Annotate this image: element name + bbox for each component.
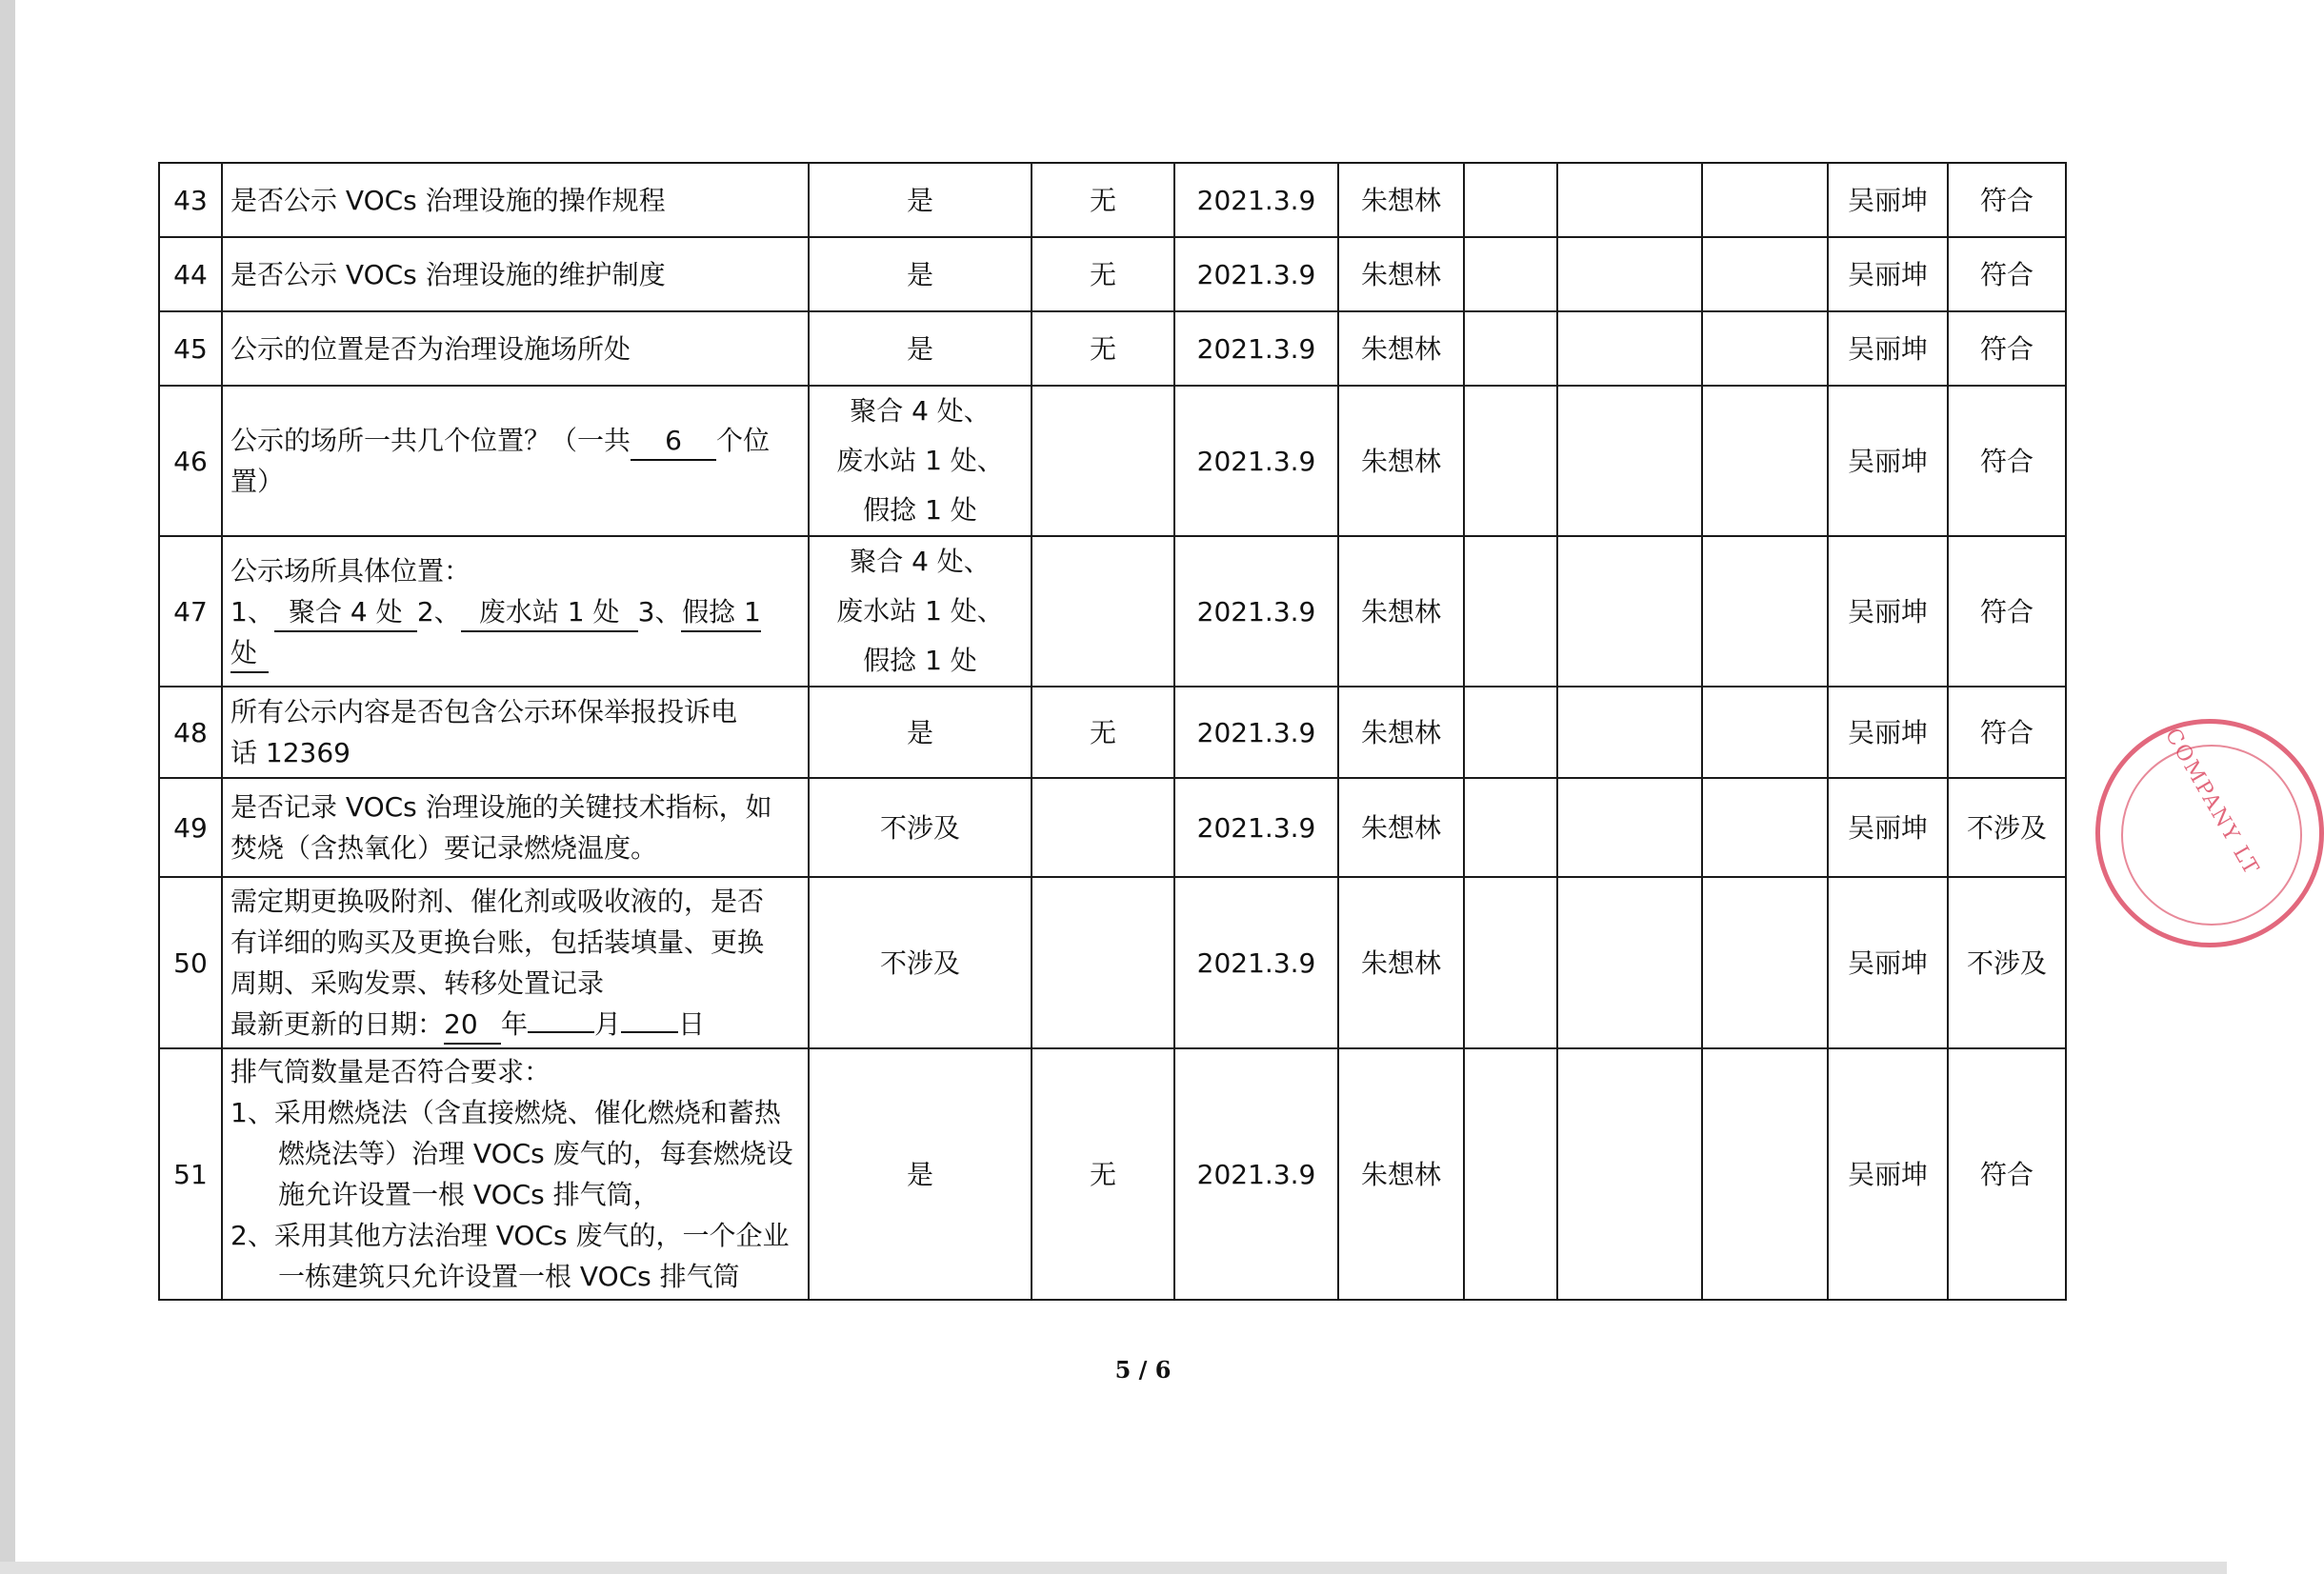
empty-cell bbox=[1702, 687, 1828, 778]
empty-cell bbox=[1464, 237, 1557, 311]
empty-cell bbox=[1557, 1048, 1702, 1300]
empty-cell bbox=[1464, 778, 1557, 877]
reviewer-cell: 吴丽坤 bbox=[1828, 687, 1948, 778]
rectify-cell bbox=[1032, 778, 1174, 877]
result-cell: 不涉及 bbox=[1948, 778, 2066, 877]
item-text: 个位 bbox=[716, 425, 771, 456]
reviewer-cell: 吴丽坤 bbox=[1828, 536, 1948, 687]
date-cell: 2021.3.9 bbox=[1174, 1048, 1338, 1300]
item-text: 置） bbox=[230, 466, 285, 497]
check-item bbox=[222, 687, 809, 778]
inspector-cell: 朱想林 bbox=[1338, 163, 1464, 237]
item-text: 1、 bbox=[230, 595, 274, 628]
item-text: 2、采用其他方法治理 VOCs 废气的，一个企业一栋建筑只允许设置一根 VOCs 排气筒 bbox=[230, 1220, 790, 1292]
month-blank bbox=[528, 1031, 594, 1033]
row-number: 45 bbox=[159, 311, 222, 386]
scan-edge bbox=[0, 0, 15, 1574]
item-text: 3、 bbox=[637, 595, 682, 628]
inspection-table bbox=[158, 162, 2067, 1301]
date-cell: 2021.3.9 bbox=[1174, 163, 1338, 237]
rectify-cell: 无 bbox=[1032, 311, 1174, 386]
result-cell: 符合 bbox=[1948, 237, 2066, 311]
inspector-cell: 朱想林 bbox=[1338, 877, 1464, 1048]
month-label: 月 bbox=[594, 1008, 622, 1040]
item-text: 公示场所具体位置： bbox=[230, 554, 471, 587]
row-number: 51 bbox=[159, 1048, 222, 1300]
company-seal bbox=[2095, 719, 2324, 947]
empty-cell bbox=[1702, 163, 1828, 237]
rectify-cell bbox=[1032, 536, 1174, 687]
result-cell: 符合 bbox=[1948, 687, 2066, 778]
answer-cell: 是 bbox=[809, 311, 1032, 386]
rectify-cell bbox=[1032, 386, 1174, 536]
scan-edge bbox=[0, 1562, 2227, 1574]
answer-cell: 是 bbox=[809, 163, 1032, 237]
seal-ring bbox=[2121, 745, 2302, 926]
filled-blank: 废水站 1 处 bbox=[461, 594, 638, 632]
item-text: 2、 bbox=[416, 595, 461, 628]
filled-blank: 聚合 4 处 bbox=[274, 594, 417, 632]
row-number: 49 bbox=[159, 778, 222, 877]
empty-cell bbox=[1464, 163, 1557, 237]
filled-blank: 假捻 1 bbox=[681, 594, 761, 632]
inspector-cell: 朱想林 bbox=[1338, 237, 1464, 311]
empty-cell bbox=[1464, 386, 1557, 536]
empty-cell bbox=[1557, 237, 1702, 311]
row-number: 43 bbox=[159, 163, 222, 237]
empty-cell bbox=[1702, 877, 1828, 1048]
check-item: 是否公示 VOCs 治理设施的操作规程 bbox=[222, 163, 809, 237]
location-line: 聚合 4 处、 bbox=[850, 395, 991, 427]
location-line: 废水站 1 处、 bbox=[836, 445, 1004, 476]
reviewer-cell: 吴丽坤 bbox=[1828, 386, 1948, 536]
check-item bbox=[222, 877, 809, 1048]
item-text: 需定期更换吸附剂、催化剂或吸收液的，是否 bbox=[230, 886, 765, 917]
empty-cell bbox=[1557, 386, 1702, 536]
check-item bbox=[222, 778, 809, 877]
inspector-cell: 朱想林 bbox=[1338, 386, 1464, 536]
answer-cell: 是 bbox=[809, 687, 1032, 778]
year-blank: 20 bbox=[444, 1006, 501, 1045]
answer-cell: 不涉及 bbox=[809, 877, 1032, 1048]
reviewer-cell: 吴丽坤 bbox=[1828, 237, 1948, 311]
result-cell: 符合 bbox=[1948, 311, 2066, 386]
page-number: 5 / 6 bbox=[1114, 1356, 1172, 1384]
year-label: 年 bbox=[501, 1008, 529, 1040]
empty-cell bbox=[1702, 386, 1828, 536]
date-cell: 2021.3.9 bbox=[1174, 778, 1338, 877]
answer-cell: 不涉及 bbox=[809, 778, 1032, 877]
result-cell: 符合 bbox=[1948, 386, 2066, 536]
reviewer-cell: 吴丽坤 bbox=[1828, 778, 1948, 877]
item-text: 话 12369 bbox=[230, 737, 351, 768]
empty-cell bbox=[1702, 536, 1828, 687]
item-text: 所有公示内容是否包含公示环保举报投诉电 bbox=[230, 696, 738, 727]
rectify-cell: 无 bbox=[1032, 237, 1174, 311]
empty-cell bbox=[1464, 877, 1557, 1048]
answer-cell bbox=[809, 536, 1032, 687]
reviewer-cell: 吴丽坤 bbox=[1828, 163, 1948, 237]
inspector-cell: 朱想林 bbox=[1338, 778, 1464, 877]
answer-cell: 是 bbox=[809, 237, 1032, 311]
rectify-cell: 无 bbox=[1032, 1048, 1174, 1300]
filled-blank: 处 bbox=[230, 635, 269, 673]
empty-cell bbox=[1557, 778, 1702, 877]
answer-cell bbox=[809, 386, 1032, 536]
empty-cell bbox=[1702, 237, 1828, 311]
empty-cell bbox=[1464, 1048, 1557, 1300]
inspector-cell: 朱想林 bbox=[1338, 536, 1464, 687]
inspector-cell: 朱想林 bbox=[1338, 687, 1464, 778]
check-item: 是否公示 VOCs 治理设施的维护制度 bbox=[222, 237, 809, 311]
rectify-cell: 无 bbox=[1032, 163, 1174, 237]
inspector-cell: 朱想林 bbox=[1338, 1048, 1464, 1300]
empty-cell bbox=[1702, 1048, 1828, 1300]
reviewer-cell: 吴丽坤 bbox=[1828, 877, 1948, 1048]
empty-cell bbox=[1557, 311, 1702, 386]
row-number: 46 bbox=[159, 386, 222, 536]
item-text: 有详细的购买及更换台账，包括装填量、更换 bbox=[230, 926, 765, 958]
table-row bbox=[159, 877, 2066, 1048]
result-cell: 符合 bbox=[1948, 163, 2066, 237]
date-cell: 2021.3.9 bbox=[1174, 386, 1338, 536]
item-text: 焚烧（含热氧化）要记录燃烧温度。 bbox=[230, 832, 658, 864]
location-line: 聚合 4 处、 bbox=[850, 546, 991, 577]
table-row bbox=[159, 311, 2066, 386]
rectify-cell: 无 bbox=[1032, 687, 1174, 778]
date-cell: 2021.3.9 bbox=[1174, 687, 1338, 778]
empty-cell bbox=[1702, 778, 1828, 877]
item-text: 1、采用燃烧法（含直接燃烧、催化燃烧和蓄热燃烧法等）治理 VOCs 废气的，每套燃烧设施允许设置一根 VOCs 排气筒， bbox=[230, 1097, 793, 1210]
location-line: 假捻 1 处 bbox=[863, 494, 977, 526]
check-item bbox=[222, 386, 809, 536]
table-row bbox=[159, 1048, 2066, 1300]
table-row bbox=[159, 687, 2066, 778]
row-number: 48 bbox=[159, 687, 222, 778]
item-text: 周期、采购发票、转移处置记录 bbox=[230, 967, 605, 999]
date-cell: 2021.3.9 bbox=[1174, 311, 1338, 386]
reviewer-cell: 吴丽坤 bbox=[1828, 311, 1948, 386]
check-item bbox=[222, 536, 809, 687]
item-text: 排气筒数量是否符合要求： bbox=[230, 1056, 551, 1087]
seal-text: COMPANY LT bbox=[2159, 724, 2264, 881]
answer-cell: 是 bbox=[809, 1048, 1032, 1300]
day-label: 日 bbox=[678, 1008, 706, 1040]
empty-cell bbox=[1557, 163, 1702, 237]
table-row bbox=[159, 536, 2066, 687]
check-item: 公示的位置是否为治理设施场所处 bbox=[222, 311, 809, 386]
table-row bbox=[159, 386, 2066, 536]
result-cell: 符合 bbox=[1948, 1048, 2066, 1300]
filled-blank: 6 bbox=[631, 423, 716, 461]
date-cell: 2021.3.9 bbox=[1174, 237, 1338, 311]
item-text: 是否记录 VOCs 治理设施的关键技术指标，如 bbox=[230, 791, 772, 823]
location-line: 假捻 1 处 bbox=[863, 645, 977, 676]
table-row bbox=[159, 237, 2066, 311]
rectify-cell bbox=[1032, 877, 1174, 1048]
empty-cell bbox=[1464, 536, 1557, 687]
empty-cell bbox=[1557, 877, 1702, 1048]
date-cell: 2021.3.9 bbox=[1174, 536, 1338, 687]
empty-cell bbox=[1464, 687, 1557, 778]
table-row bbox=[159, 778, 2066, 877]
row-number: 50 bbox=[159, 877, 222, 1048]
row-number: 47 bbox=[159, 536, 222, 687]
table-row bbox=[159, 163, 2066, 237]
day-blank bbox=[621, 1031, 678, 1033]
date-label: 最新更新的日期： bbox=[230, 1008, 445, 1040]
result-cell: 符合 bbox=[1948, 536, 2066, 687]
empty-cell bbox=[1557, 687, 1702, 778]
empty-cell bbox=[1557, 536, 1702, 687]
date-cell: 2021.3.9 bbox=[1174, 877, 1338, 1048]
check-item bbox=[222, 1048, 809, 1300]
row-number: 44 bbox=[159, 237, 222, 311]
empty-cell bbox=[1702, 311, 1828, 386]
inspector-cell: 朱想林 bbox=[1338, 311, 1464, 386]
item-text: 公示的场所一共几个位置？（一共 bbox=[230, 425, 631, 456]
reviewer-cell: 吴丽坤 bbox=[1828, 1048, 1948, 1300]
empty-cell bbox=[1464, 311, 1557, 386]
result-cell: 不涉及 bbox=[1948, 877, 2066, 1048]
location-line: 废水站 1 处、 bbox=[836, 595, 1004, 627]
